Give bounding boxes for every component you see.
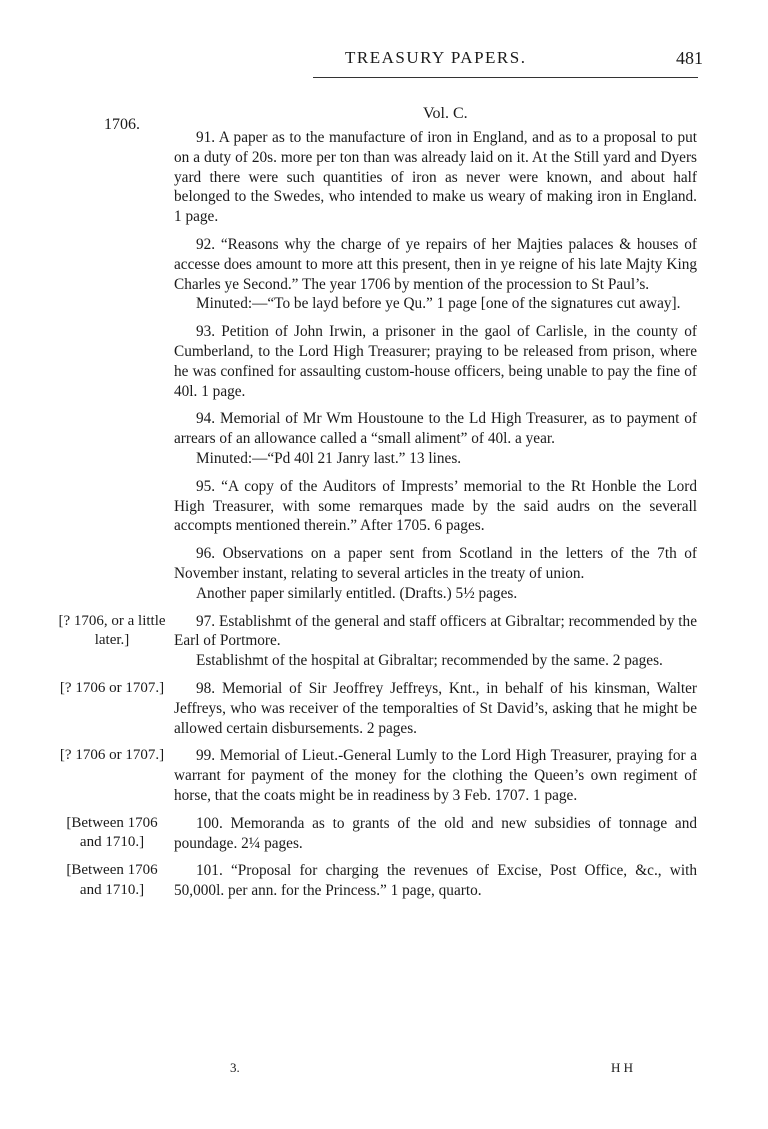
header-title: TREASURY PAPERS. [345, 48, 527, 67]
entry-text: 95. “A copy of the Auditors of Imprests’ memorial to the Rt Honble the Lord High Treasurer, with some remarques made by the said audrs on the severall accompts mentioned therein.” After 1705. 6 pages. [174, 477, 697, 535]
entry [174, 322, 697, 401]
entry [174, 128, 697, 227]
entry [59, 679, 697, 738]
entry [58, 612, 697, 671]
entry-text: 93. Petition of John Irwin, a prisoner in the gaol of Carlisle, in the county of Cumberland, to the Lord High Treasurer; praying to be released from prison, where he was confined for assaulting custom-house officers, being unable to pay the fine of 40l. 1 page. [174, 323, 697, 400]
entry-text: 98. Memorial of Sir Jeoffrey Jeffreys, Knt., in behalf of his kinsman, Walter Jeffreys, who was receiver of the temporalties of St David’s, asking that he might be allowed certain disbursements. 2 pages. [174, 679, 697, 737]
entry [66, 861, 697, 901]
entry-text: 94. Memorial of Mr Wm Houstoune to the Ld High Treasurer, as to payment of arrears of an allowance called a “small aliment” of 40l. a year. [174, 410, 697, 448]
entry-text: 96. Observations on a paper sent from Scotland in the letters of the 7th of November instant, relating to several articles in the treaty of union. [174, 545, 697, 582]
entry-text: 91. A paper as to the manufacture of iron in England, and as to a proposal to put on a duty of 20s. more per ton than was already laid on it. At the Still yard and Dyers yard there were such quantities of iron as never were known, and about half belonged to the Swedes, who intended to make us weary of making iron in England. 1 page. [174, 129, 697, 226]
entry-note: Another paper similarly entitled. (Drafts.) 5½ pages. [196, 584, 518, 602]
entry [174, 477, 697, 536]
entry [59, 746, 697, 805]
entry [66, 814, 697, 854]
signature-mark-right: H H [611, 1060, 634, 1075]
entry-text: 100. Memoranda as to grants of the old and new subsidies of tonnage and poundage. 2¼ pages. [174, 814, 697, 852]
entry-text: 99. Memorial of Lieut.-General Lumly to the Lord High Treasurer, praying for a warrant for payment of the money for the clothing the Queen’s own regiment of horse, that the coats might be in readiness by 3 Feb. 1707. 1 page. [174, 747, 697, 804]
entry-text: 97. Establishmt of the general and staff officers at Gibraltar; recommended by the Earl of Portmore. [174, 612, 697, 650]
running-header [313, 48, 713, 72]
entry-text: 101. “Proposal for charging the revenues of Excise, Post Office, &c., with 50,000l. per ann. for the Princess.” 1 page, quarto. [174, 862, 697, 900]
entry-note: Establishmt of the hospital at Gibraltar; recommended by the same. 2 pages. [196, 652, 663, 670]
signature-mark-left: 3. [230, 1060, 240, 1075]
entry-text: 92. “Reasons why the charge of ye repairs of her Majties palaces & houses of accesse does amount to more att this present, then in ye reigne of his late Majty King Charles ye Second.” The year 1706 by mention of the procession to St Paul’s. [174, 235, 697, 293]
entry-note: Minuted:—“To be layd before ye Qu.” 1 page [one of the signatures cut away]. [196, 295, 681, 313]
margin-date: [Between 1706 and 1710.] [66, 862, 158, 898]
entry [174, 235, 697, 314]
entries-list [58, 128, 697, 909]
volume-heading: Vol. C. [423, 105, 468, 122]
entry [174, 544, 697, 603]
margin-date: [? 1706 or 1707.] [59, 747, 165, 764]
margin-date: [? 1706 or 1707.] [59, 679, 165, 696]
margin-date: [? 1706, or a little later.] [58, 612, 166, 649]
entry-note: Minuted:—“Pd 40l 21 Janry last.” 13 lines. [196, 449, 462, 467]
entry [174, 409, 697, 468]
page-number: 481 [676, 48, 703, 68]
header-rule [313, 77, 698, 78]
margin-date: [Between 1706 and 1710.] [66, 814, 158, 851]
margin-year: 1706. [104, 116, 140, 133]
